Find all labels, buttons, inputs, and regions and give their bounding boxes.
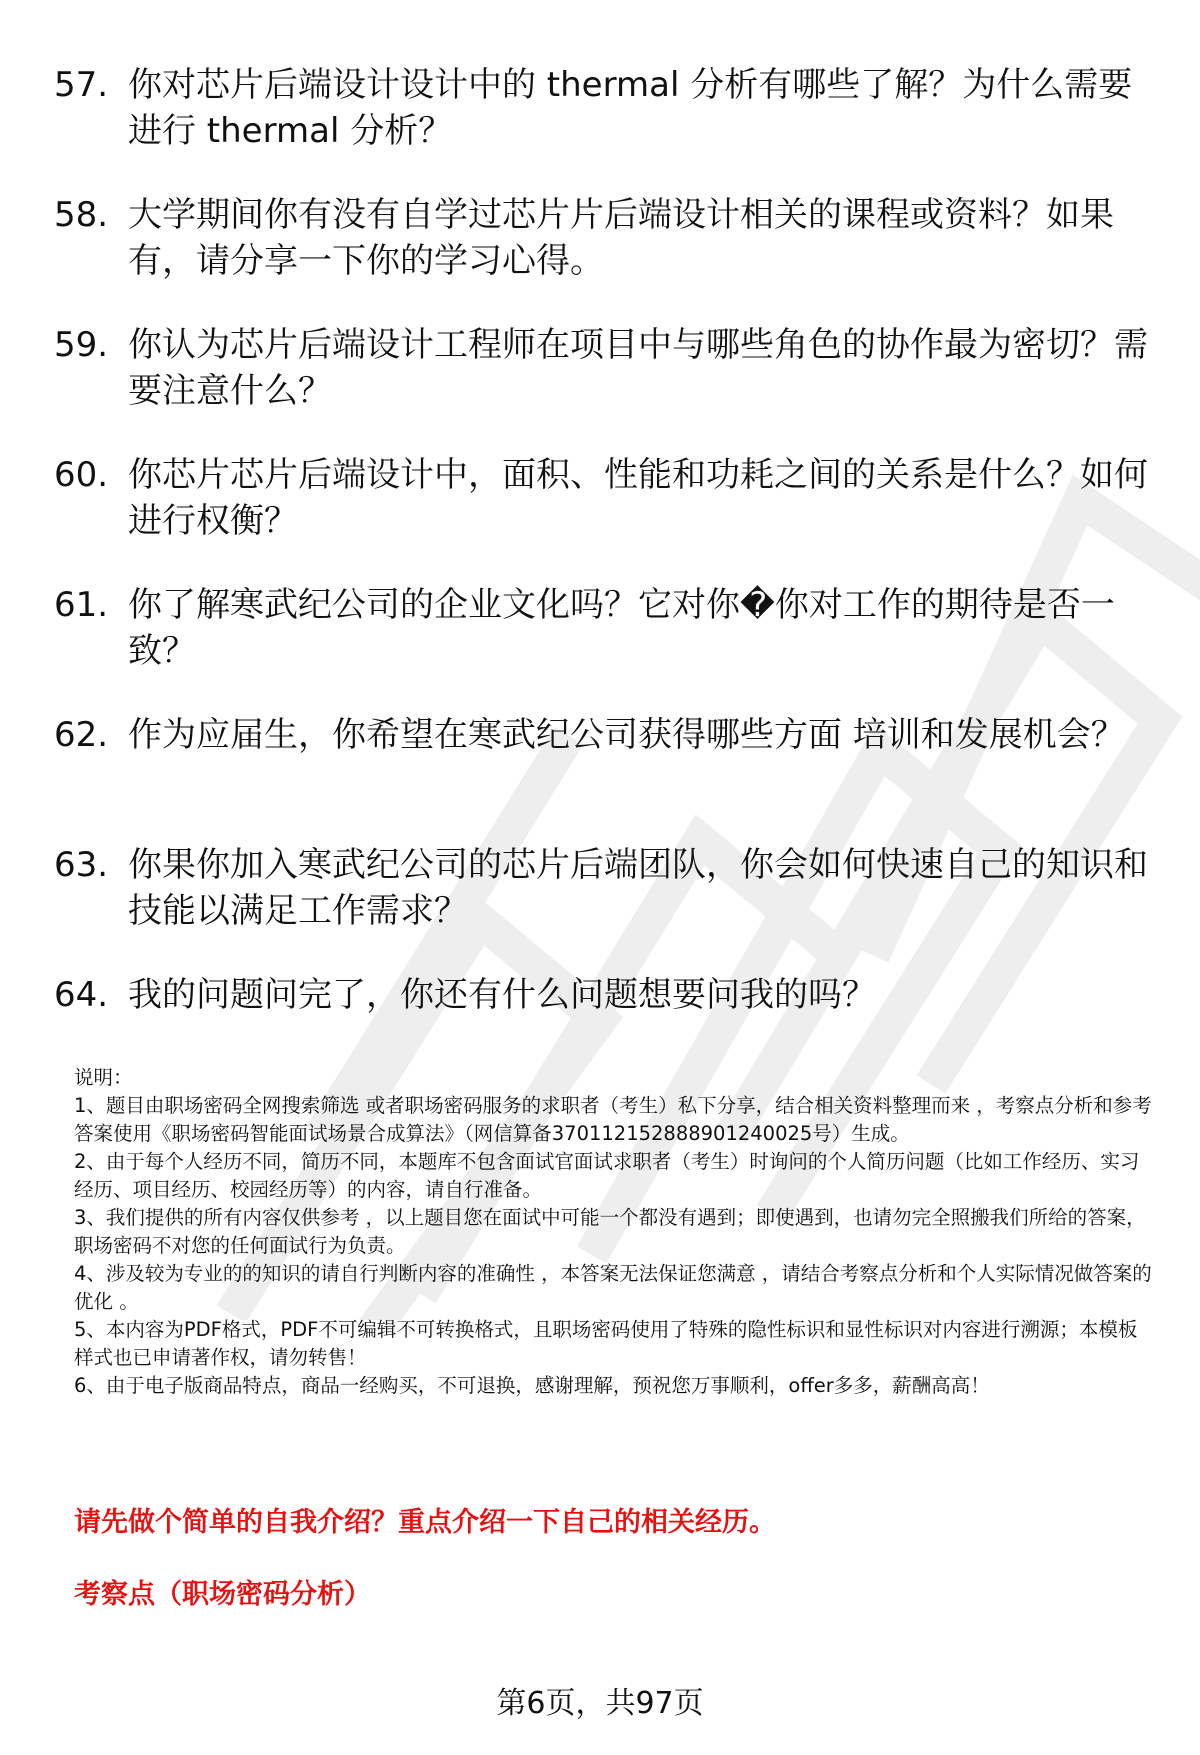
- notes-section: [74, 1064, 1154, 1400]
- question-number: 62.: [54, 715, 109, 755]
- question-text: 你芯片芯片后端设计中，面积、性能和功耗之间的关系是什么？如何进行权衡？: [128, 455, 1148, 541]
- question-text: 你了解寒武纪公司的企业文化吗？它对你�你对工作的期待是否一致？: [128, 585, 1115, 671]
- notes-title: 说明：: [74, 1066, 133, 1089]
- question-61: [54, 582, 1154, 674]
- question-64: [54, 972, 1154, 1018]
- page-number: 第6页，共97页: [496, 1686, 704, 1721]
- question-number: 63.: [54, 845, 109, 885]
- question-63: [54, 842, 1154, 934]
- analysis-heading: 考察点（职场密码分析）: [74, 1579, 371, 1610]
- note-item-6: 6、由于电子版商品特点，商品一经购买，不可退换，感谢理解，预祝您万事顺利，offer多多，薪酬高高！: [74, 1374, 990, 1397]
- question-59: [54, 322, 1154, 414]
- question-text: 大学期间你有没有自学过芯片片后端设计相关的课程或资料？如果有，请分享一下你的学习心得。: [128, 195, 1114, 281]
- question-text: 你果你加入寒武纪公司的芯片后端团队，你会如何快速自己的知识和技能以满足工作需求？: [128, 845, 1148, 931]
- question-number: 64.: [54, 975, 109, 1015]
- question-number: 59.: [54, 325, 109, 365]
- note-item-5: 5、本内容为PDF格式，PDF不可编辑不可转换格式，且职场密码使用了特殊的隐性标识和显性标识对内容进行溯源；本模板样式也已申请著作权，请勿转售！: [74, 1318, 1138, 1369]
- question-number: 58.: [54, 195, 109, 235]
- question-text: 你对芯片后端设计设计中的 thermal 分析有哪些了解？为什么需要进行 thermal 分析？: [128, 65, 1133, 151]
- note-item-3: 3、我们提供的所有内容仅供参考 ，以上题目您在面试中可能一个都没有遇到；即使遇到，也请勿完全照搬我们所给的答案，职场密码不对您的任何面试行为负责。: [74, 1206, 1146, 1257]
- question-number: 60.: [54, 455, 109, 495]
- highlight-question: 请先做个简单的自我介绍？重点介绍一下自己的相关经历。: [74, 1507, 776, 1538]
- question-number: 61.: [54, 585, 109, 625]
- note-item-2: 2、由于每个人经历不同，简历不同，本题库不包含面试官面试求职者（考生）时询问的个人简历问题（比如工作经历、实习经历、项目经历、校园经历等）的内容，请自行准备。: [74, 1150, 1140, 1201]
- question-57: [54, 62, 1154, 154]
- question-text: 我的问题问完了，你还有什么问题想要问我的吗？: [128, 975, 876, 1015]
- question-text: 作为应届生，你希望在寒武纪公司获得哪些方面 培训和发展机会？: [128, 715, 1125, 755]
- question-60: [54, 452, 1154, 544]
- note-item-4: 4、涉及较为专业的的知识的请自行判断内容的准确性 ，本答案无法保证您满意 ，请结合考察点分析和个人实际情况做答案的优化 。: [74, 1262, 1152, 1313]
- question-58: [54, 192, 1154, 284]
- question-number: 57.: [54, 65, 109, 105]
- note-item-1: 1、题目由职场密码全网搜索筛选 或者职场密码服务的求职者（考生）私下分享，结合相关资料整理而来 ，考察点分析和参考答案使用《职场密码智能面试场景合成算法》（网信算备370112152888901240025号）生成。: [74, 1094, 1152, 1145]
- question-text: 你认为芯片后端设计工程师在项目中与哪些角色的协作最为密切？需要注意什么？: [128, 325, 1148, 411]
- question-62: [54, 712, 1154, 758]
